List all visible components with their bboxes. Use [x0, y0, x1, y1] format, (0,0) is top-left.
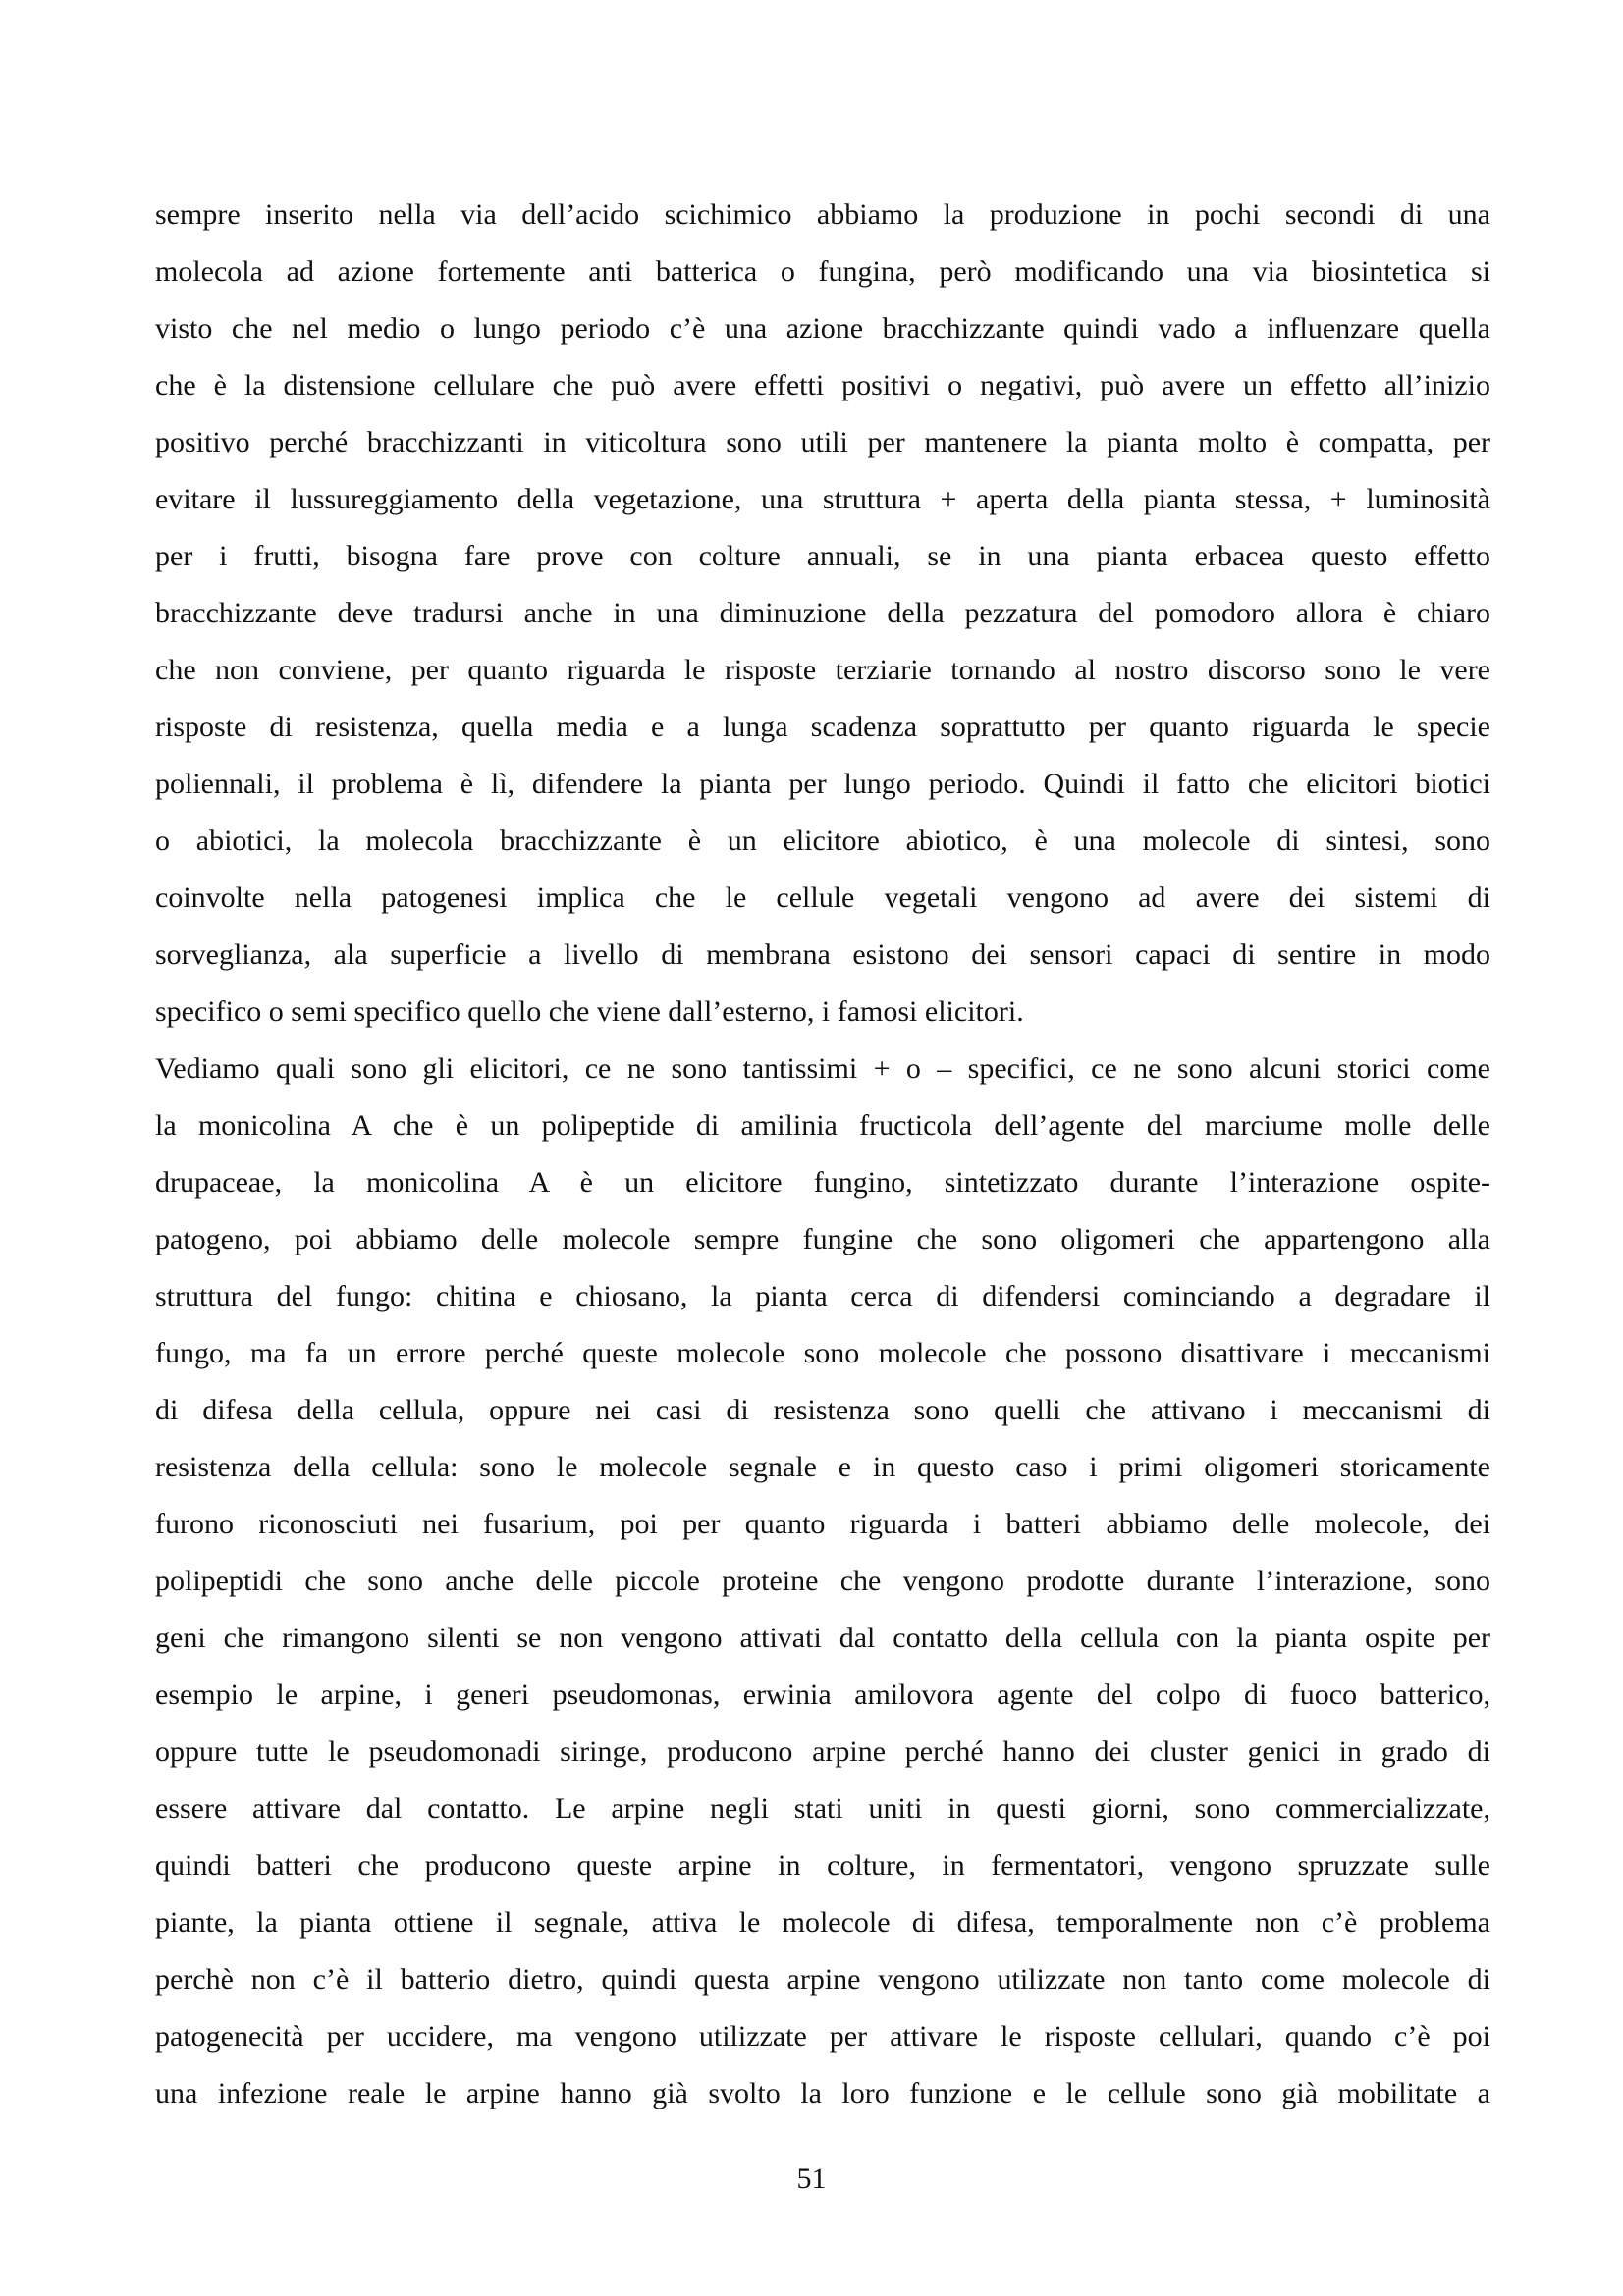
- text-line: sorveglianza, ala superficie a livello di membrana esistono dei sensori capaci di sentire in modo: [155, 938, 1490, 971]
- text-line: che è la distensione cellulare che può avere effetti positivi o negativi, può avere un effetto all’inizio: [155, 369, 1490, 401]
- text-line: geni che rimangono silenti se non vengono attivati dal contatto della cellula con la pianta ospite per: [155, 1622, 1490, 1654]
- text-line: visto che nel medio o lungo periodo c’è una azione bracchizzante quindi vado a influenzare quella: [155, 312, 1490, 345]
- text-line: specifico o semi specifico quello che viene dall’esterno, i famosi elicitori.: [155, 995, 1024, 1028]
- text-line: patogeno, poi abbiamo delle molecole sempre fungine che sono oligomeri che appartengono alla: [155, 1223, 1490, 1255]
- text-line: esempio le arpine, i generi pseudomonas, erwinia amilovora agente del colpo di fuoco batterico,: [155, 1679, 1490, 1711]
- text-line: polipeptidi che sono anche delle piccole proteine che vengono prodotte durante l’interazione, sono: [155, 1565, 1490, 1597]
- text-line: oppure tutte le pseudomonadi siringe, producono arpine perché hanno dei cluster genici in grado di: [155, 1735, 1490, 1768]
- text-line: risposte di resistenza, quella media e a lunga scadenza soprattutto per quanto riguarda le specie: [155, 711, 1490, 743]
- text-line: fungo, ma fa un errore perché queste molecole sono molecole che possono disattivare i meccanismi: [155, 1337, 1490, 1369]
- text-line: molecola ad azione fortemente anti batterica o fungina, però modificando una via biosintetica si: [155, 255, 1490, 288]
- text-line: patogenecità per uccidere, ma vengono utilizzate per attivare le risposte cellulari, quando c’è poi: [155, 2020, 1490, 2053]
- body-text: [155, 187, 1490, 2122]
- text-line: poliennali, il problema è lì, difendere la pianta per lungo periodo. Quindi il fatto che elicitori biotici: [155, 768, 1490, 800]
- text-line: struttura del fungo: chitina e chiosano, la pianta cerca di difendersi cominciando a degradare il: [155, 1280, 1490, 1312]
- text-line: che non conviene, per quanto riguarda le risposte terziarie tornando al nostro discorso sono le vere: [155, 654, 1490, 686]
- text-line: bracchizzante deve tradursi anche in una diminuzione della pezzatura del pomodoro allora è chiaro: [155, 597, 1490, 629]
- page-number: 51: [796, 2163, 827, 2195]
- text-line: perchè non c’è il batterio dietro, quindi questa arpine vengono utilizzate non tanto come molecole di: [155, 1963, 1490, 1996]
- text-line: piante, la pianta ottiene il segnale, attiva le molecole di difesa, temporalmente non c’è problema: [155, 1906, 1490, 1939]
- text-line: evitare il lussureggiamento della vegetazione, una struttura + aperta della pianta stessa, + luminosità: [155, 483, 1490, 515]
- text-line: di difesa della cellula, oppure nei casi di resistenza sono quelli che attivano i meccanismi di: [155, 1394, 1490, 1426]
- text-line: o abiotici, la molecola bracchizzante è un elicitore abiotico, è una molecole di sintesi, sono: [155, 825, 1490, 857]
- text-line: Vediamo quali sono gli elicitori, ce ne sono tantissimi + o – specifici, ce ne sono alcuni storici come: [155, 1052, 1490, 1085]
- text-line: quindi batteri che producono queste arpine in colture, in fermentatori, vengono spruzzate sulle: [155, 1849, 1490, 1882]
- text-line: la monicolina A che è un polipeptide di amilinia fructicola dell’agente del marciume molle delle: [155, 1109, 1490, 1142]
- text-line: furono riconosciuti nei fusarium, poi per quanto riguarda i batteri abbiamo delle molecole, dei: [155, 1508, 1490, 1540]
- text-line: sempre inserito nella via dell’acido scichimico abbiamo la produzione in pochi secondi di una: [155, 198, 1490, 231]
- text-line: drupaceae, la monicolina A è un elicitore fungino, sintetizzato durante l’interazione ospite-: [155, 1166, 1490, 1199]
- text-line: essere attivare dal contatto. Le arpine negli stati uniti in questi giorni, sono commercializzate,: [155, 1792, 1490, 1825]
- text-line: positivo perché bracchizzanti in viticoltura sono utili per mantenere la pianta molto è compatta, per: [155, 426, 1490, 458]
- text-line: per i frutti, bisogna fare prove con colture annuali, se in una pianta erbacea questo effetto: [155, 540, 1490, 572]
- text-line: una infezione reale le arpine hanno già svolto la loro funzione e le cellule sono già mobilitate a: [155, 2077, 1490, 2109]
- text-line: resistenza della cellula: sono le molecole segnale e in questo caso i primi oligomeri storicamente: [155, 1451, 1490, 1483]
- text-line: coinvolte nella patogenesi implica che le cellule vegetali vengono ad avere dei sistemi di: [155, 881, 1490, 914]
